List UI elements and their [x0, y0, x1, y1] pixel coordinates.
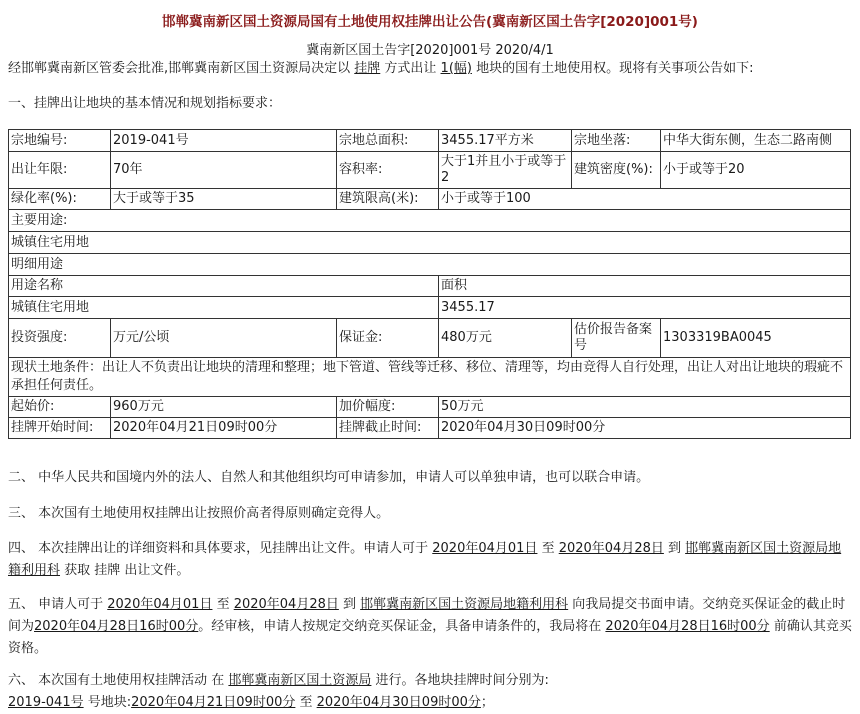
deposit-value: 480万元: [439, 319, 572, 358]
area-value: 3455.17平方米: [439, 130, 572, 152]
announcement-number-date: 冀南新区国土告字[2020]001号 2020/4/1: [306, 43, 554, 58]
section-1-heading: 一、挂牌出让地块的基本情况和规划指标要求：: [8, 96, 282, 111]
office-link[interactable]: 邯郸冀南新区国土资源局地籍利用科: [360, 597, 569, 612]
density-value: 小于或等于20: [661, 152, 851, 189]
end-time-value: 2020年04月30日09时00分: [439, 418, 851, 439]
increment-value: 50万元: [439, 397, 851, 418]
report-label: 估价报告备案号: [572, 319, 661, 358]
green-label: 绿化率(%):: [9, 189, 111, 210]
height-value: 小于或等于100: [439, 189, 851, 210]
table-row: [9, 152, 851, 189]
area-label: 宗地总面积:: [337, 130, 439, 152]
start-time-value: 2020年04月21日09时00分: [111, 418, 337, 439]
far-label: 容积率:: [337, 152, 439, 189]
green-value: 大于或等于35: [111, 189, 337, 210]
section-3: 三、 本次国有土地使用权挂牌出让按照价高者得原则确定竞得人。: [8, 506, 390, 521]
use-name-value: 城镇住宅用地: [9, 297, 439, 319]
main-use-value: 城镇住宅用地: [9, 232, 851, 254]
location-value: 中华大街东侧，生态二路南侧: [661, 130, 851, 152]
table-row: [9, 397, 851, 418]
parcel-no-value: 2019-041号: [111, 130, 337, 152]
section-4: 四、 本次挂牌出让的详细资料和具体要求，见挂牌出让文件。申请人可于 2020年04月01日 至 2020年04月28日 到 邯郸冀南新区国土资源局地籍利用科 获取 挂牌 出让文件。: [8, 541, 842, 578]
table-row: [9, 276, 851, 297]
start-price-label: 起始价:: [9, 397, 111, 418]
end-time-label: 挂牌截止时间:: [337, 418, 439, 439]
deposit-label: 保证金:: [337, 319, 439, 358]
intro-paragraph: 经邯郸冀南新区管委会批准,邯郸冀南新区国土资源局决定以 挂牌 方式出让 1(幅) 地块的国有土地使用权。现将有关事项公告如下:: [8, 61, 754, 76]
term-value: 70年: [111, 152, 337, 189]
table-row: [9, 418, 851, 439]
table-row: [9, 254, 851, 276]
main-use-label: 主要用途:: [9, 210, 851, 232]
table-row: [9, 130, 851, 152]
use-area-value: 3455.17: [439, 297, 851, 319]
invest-label: 投资强度:: [9, 319, 111, 358]
table-row: [9, 210, 851, 232]
section-5: 五、 申请人可于 2020年04月01日 至 2020年04月28日 到 邯郸冀南新区国土资源局地籍利用科 向我局提交书面申请。交纳竞买保证金的截止时间为2020年04月28日16时00分。经审核，申请人按规定交纳竞买保证金，具备申请条件的，我局将在 2020年04月28日16时00分 前确认其竞买资格。: [8, 597, 852, 656]
parcel-no-label: 宗地编号:: [9, 130, 111, 152]
start-price-value: 960万元: [111, 397, 337, 418]
transfer-method: 挂牌: [354, 61, 381, 76]
table-row: [9, 319, 851, 358]
use-area-header: 面积: [439, 276, 851, 297]
parcel-info-table: [8, 129, 851, 439]
increment-label: 加价幅度:: [337, 397, 439, 418]
section-2: 二、 中华人民共和国境内外的法人、自然人和其他组织均可申请参加，申请人可以单独申请，也可以联合申请。: [8, 470, 650, 485]
table-row: [9, 189, 851, 210]
far-value: 大于1并且小于或等于2: [439, 152, 572, 189]
office-link[interactable]: 邯郸冀南新区国土资源局地籍利用科: [8, 541, 842, 578]
height-label: 建筑限高(米):: [337, 189, 439, 210]
table-row: [9, 358, 851, 397]
term-label: 出让年限:: [9, 152, 111, 189]
use-name-header: 用途名称: [9, 276, 439, 297]
invest-value: 万元/公顷: [111, 319, 337, 358]
parcel-count: 1(幅): [440, 61, 472, 76]
start-time-label: 挂牌开始时间:: [9, 418, 111, 439]
density-label: 建筑密度(%):: [572, 152, 661, 189]
report-value: 1303319BA0045: [661, 319, 851, 358]
bureau-link[interactable]: 邯郸冀南新区国土资源局: [228, 673, 372, 688]
location-label: 宗地坐落:: [572, 130, 661, 152]
page-title: 邯郸冀南新区国土资源局国有土地使用权挂牌出让公告(冀南新区国土告字[2020]001号): [162, 14, 698, 30]
table-row: [9, 232, 851, 254]
table-row: [9, 297, 851, 319]
detail-use-label: 明细用途: [9, 254, 851, 276]
land-condition: 现状土地条件：出让人不负责出让地块的清理和整理；地下管道、管线等迁移、移位、清理等，均由竞得人自行处理，出让人对出让地块的瑕疵不承担任何责任。: [9, 358, 851, 397]
section-6: 六、 本次国有土地使用权挂牌活动 在 邯郸冀南新区国土资源局 进行。各地块挂牌时间分别为: 2019-041号 号地块:2020年04月21日09时00分 至 2020年04月30日09时00分；: [8, 673, 549, 710]
